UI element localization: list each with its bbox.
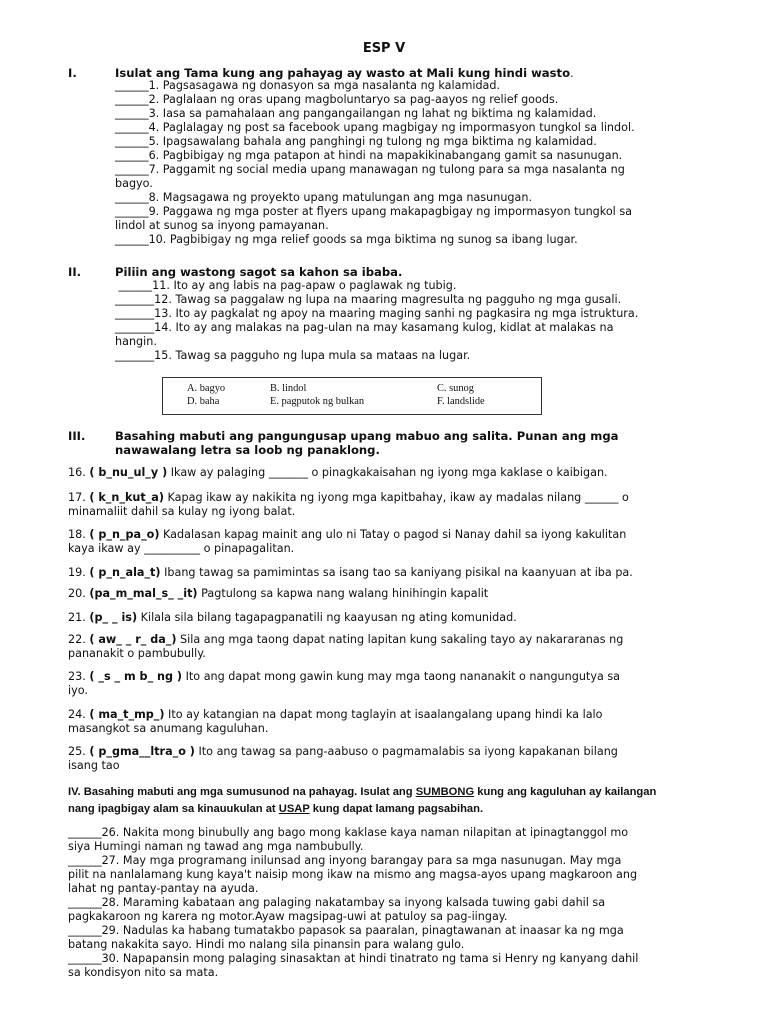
list-item: ______2. Paglalaan ng oras upang magboluntaryo sa pag-aayos ng relief goods. — [115, 93, 559, 106]
scrambled-word: ( p_gma__ltra_o ) — [89, 745, 195, 758]
list-item: _______14. Ito ay ang malakas na pag-ulan na may kasamang kulog, kidlat at malakas na — [115, 321, 614, 334]
list-item: ______1. Pagsasagawa ng donasyon sa mga nasalanta ng kalamidad. — [115, 79, 501, 92]
question-number: 23. — [68, 670, 90, 683]
question-number: 25. — [68, 745, 90, 758]
question-text: Kadalasan kapag mainit ang ulo ni Tatay o pagod si Nanay dahil sa iyong kakulitan — [159, 528, 627, 541]
question-18 — [68, 528, 626, 556]
question-text-cont: pananakit o pambubully. — [68, 647, 206, 660]
question-text-cont: masangkot sa anumang kaguluhan. — [68, 722, 269, 735]
list-item: ______4. Paglalagay ng post sa facebook upang magbigay ng impormasyon tungkol sa lindol. — [115, 121, 635, 134]
scrambled-word: ( b_nu_ul_y ) — [89, 466, 168, 479]
usap-keyword: USAP — [278, 803, 310, 815]
section-4-heading-text: nang ipagbigay alam sa kinauukulan at — [68, 803, 279, 815]
list-item: ______28. Maraming kabataan ang palaging nakatambay sa inyong kalsada tuwing gabi dahil sa — [68, 896, 606, 909]
scrambled-word: (pa_m_mal_s_ _it) — [89, 587, 198, 600]
question-text: Kilala sila bilang tagapagpanatili ng kaayusan ng ating komunidad. — [137, 611, 517, 624]
question-text-cont: isang tao — [68, 759, 120, 772]
scrambled-word: ( k_n_kut_a) — [89, 491, 164, 504]
question-text-cont: minamaliit dahil sa kulay ng iyong balat. — [68, 505, 296, 518]
question-21 — [68, 611, 517, 625]
question-17 — [68, 491, 629, 519]
choice-f: F. landslide — [437, 396, 485, 407]
list-item: _______12. Tawag sa paggalaw ng lupa na maaring magresulta ng pagguho ng mga gusali. — [115, 293, 622, 306]
list-item: ______9. Paggawa ng mga poster at flyers upang makapagbigay ng impormasyon tungkol sa — [115, 205, 633, 218]
section-3-heading-line: nawawalang letra sa loob ng panaklong. — [115, 443, 380, 457]
section-3-heading-line: Basahing mabuti ang pangungusap upang mabuo ang salita. Punan ang mga — [115, 429, 619, 443]
scrambled-word: ( p_n_ala_t) — [89, 566, 161, 579]
question-number: 19. — [68, 566, 90, 579]
list-item: sa kondisyon nito sa mata. — [68, 966, 219, 979]
list-item: ______27. May mga programang inilunsad ang inyong barangay para sa mga nasunugan. May mga — [68, 854, 622, 867]
section-4-heading-text: kung ang kaguluhan ay kailangan — [474, 786, 657, 798]
choice-b: B. lindol — [270, 383, 307, 394]
question-number: 16. — [68, 466, 90, 479]
list-item: ______10. Pagbibigay ng mga relief goods sa mga biktima ng sunog sa ibang lugar. — [115, 233, 578, 246]
list-item: batang nakakita sayo. Hindi mo nalang sila pinansin para walang gulo. — [68, 938, 465, 951]
question-text: Ito ang tawag sa pang-aabuso o pagmamalabis sa iyong kapakanan bilang — [194, 745, 618, 758]
section-1-heading-period: . — [570, 66, 574, 80]
list-item: ______3. Iasa sa pamahalaan ang pangangailangan ng lahat ng biktima ng kalamidad. — [115, 107, 597, 120]
question-text: Pagtulong sa kapwa nang walang hinihingin kapalit — [197, 587, 489, 600]
section-4-list — [68, 826, 638, 980]
list-item: pagkakaroon ng karera ng motor.Ayaw magsipag-uwi at patuloy sa pag-iingay. — [68, 910, 508, 923]
question-text: Sila ang mga taong dapat nating lapitan kung sakaling tayo ay nakararanas ng — [176, 633, 624, 646]
scrambled-word: (p_ _ is) — [89, 611, 138, 624]
question-23 — [68, 670, 620, 698]
section-4-heading-text: IV. Basahing mabuti ang mga sumusunod na pahayag. Isulat ang — [68, 786, 416, 798]
section-1-heading — [115, 66, 574, 80]
question-24 — [68, 708, 603, 736]
list-item: bagyo. — [115, 177, 153, 190]
section-1-list — [115, 79, 635, 247]
list-item: hangin. — [115, 335, 157, 348]
question-text: Ikaw ay palaging _______ o pinagkakaisahan ng iyong mga kaklase o kaibigan. — [167, 466, 608, 479]
section-3-heading — [115, 429, 618, 457]
section-3-number: III. — [68, 429, 86, 443]
choice-c: C. sunog — [437, 383, 474, 394]
question-text: Kapag ikaw ay nakikita ng iyong mga kapitbahay, ikaw ay madalas nilang ______ o — [163, 491, 629, 504]
section-2-number: II. — [68, 265, 82, 279]
page-title: ESP V — [362, 41, 406, 56]
scrambled-word: ( p_n_pa_o) — [89, 528, 160, 541]
question-number: 17. — [68, 491, 90, 504]
question-number: 20. — [68, 587, 90, 600]
question-number: 24. — [68, 708, 90, 721]
question-number: 22. — [68, 633, 90, 646]
list-item: pilit na nanlalamang kung kaya't naisip mong ikaw na mismo ang magsa-ayos upang magkaroon ang — [68, 868, 638, 881]
list-item: ______5. Ipagsawalang bahala ang panghingi ng tulong ng mga biktima ng kalamidad. — [115, 135, 597, 148]
question-text: Ito ay katangian na dapat mong taglayin at isaalangalang upang hindi ka lalo — [164, 708, 603, 721]
list-item: ______8. Magsagawa ng proyekto upang matulungan ang mga nasunugan. — [115, 191, 533, 204]
choice-e: E. pagputok ng bulkan — [270, 396, 365, 407]
section-2-list — [115, 279, 638, 363]
question-22 — [68, 633, 623, 661]
choice-d: D. baha — [187, 396, 220, 407]
section-1-number: I. — [68, 66, 77, 80]
question-text-cont: kaya ikaw ay __________ o pinapagalitan. — [68, 542, 295, 555]
section-4-heading — [68, 784, 656, 818]
scrambled-word: ( aw_ _ r_ da_) — [89, 633, 177, 646]
list-item: ______7. Paggamit ng social media upang manawagan ng tulong para sa mga nasalanta ng — [115, 163, 625, 176]
list-item: _______15. Tawag sa pagguho ng lupa mula sa mataas na lugar. — [115, 349, 471, 362]
question-20 — [68, 587, 488, 601]
answer-choices-box — [162, 377, 542, 415]
question-text: Ito ang dapat mong gawin kung may mga taong nananakit o nangungutya sa — [182, 670, 621, 683]
list-item: ______29. Nadulas ka habang tumatakbo papasok sa paaralan, pinagtawanan at inaasar ka ng mga — [68, 924, 624, 937]
list-item: siya Humingi naman ng tawad ang mga nambubully. — [68, 840, 364, 853]
choice-a: A. bagyo — [187, 383, 226, 394]
question-16 — [68, 466, 608, 480]
scrambled-word: ( ma_t_mp_) — [89, 708, 165, 721]
list-item: lahat ng pantay-pantay na ayuda. — [68, 882, 259, 895]
question-19 — [68, 566, 633, 580]
sumbong-keyword: SUMBONG — [415, 786, 475, 798]
list-item: ______30. Napapansin mong palaging sinasaktan at hindi tinatrato ng tama si Henry ng kanyang dahil — [68, 952, 639, 965]
list-item: ______6. Pagbibigay ng mga patapon at hindi na mapakikinabangang gamit sa nasunugan. — [115, 149, 623, 162]
question-text: Ibang tawag sa pamimintas sa isang tao sa kaniyang pisikal na kaanyuan at iba pa. — [160, 566, 633, 579]
question-25 — [68, 745, 618, 773]
list-item: ______26. Nakita mong binubully ang bago mong kaklase kaya naman nilapitan at ipinagtanggol mo — [68, 826, 629, 839]
scrambled-word: ( _s _ m b_ ng ) — [89, 670, 183, 683]
section-1-heading-text: Isulat ang Tama kung ang pahayag ay wasto at Mali kung hindi wasto — [115, 66, 571, 80]
list-item: lindol at sunog sa inyong pamayanan. — [115, 219, 329, 232]
section-2-heading: Piliin ang wastong sagot sa kahon sa ibaba. — [115, 265, 403, 279]
list-item: ______11. Ito ay ang labis na pag-apaw o paglawak ng tubig. — [115, 279, 457, 292]
section-4-heading-text: kung dapat lamang pagsabihan. — [309, 803, 484, 815]
question-number: 18. — [68, 528, 90, 541]
question-text-cont: iyo. — [68, 684, 88, 697]
question-number: 21. — [68, 611, 90, 624]
list-item: _______13. Ito ay pagkalat ng apoy na maaring maging sanhi ng pagkasira ng mga istruktura. — [115, 307, 639, 320]
